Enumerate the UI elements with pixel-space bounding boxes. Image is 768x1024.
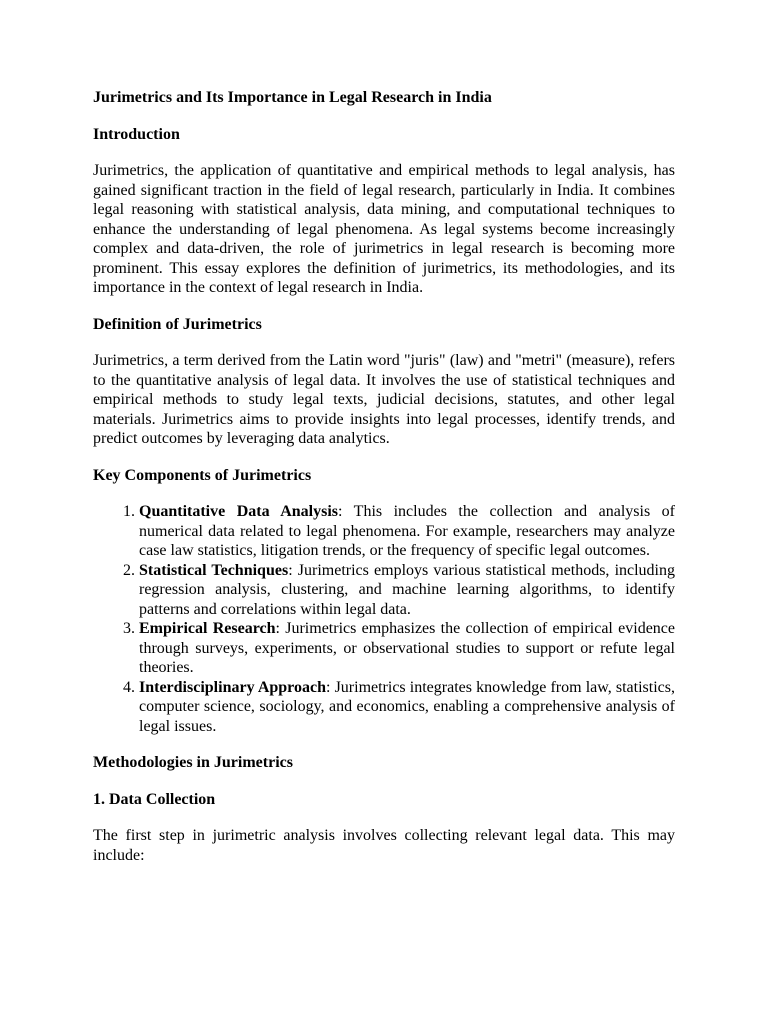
introduction-heading: Introduction — [93, 125, 180, 143]
methodologies-heading: Methodologies in Jurimetrics — [93, 754, 293, 771]
key-components-list — [93, 502, 675, 736]
data-collection-paragraph: The first step in jurimetric analysis involves collecting relevant legal data. This may include: — [93, 827, 675, 864]
document-title: Jurimetrics and Its Importance in Legal Research in India — [93, 89, 492, 106]
list-item-text: : Jurimetrics employs various statistical methods, including regression analysis, clustering, and machine learning algorithms, to identify patterns and correlations within legal data. — [139, 561, 676, 618]
list-item — [139, 619, 675, 678]
list-item-term: Empirical Research — [139, 620, 276, 637]
key-components-heading: Key Components of Jurimetrics — [93, 466, 312, 484]
list-item-term: Statistical Techniques — [139, 561, 289, 579]
definition-paragraph: Jurimetrics, a term derived from the Latin word "juris" (law) and "metri" (measure), refers to the quantitative analysis of legal data. It involves the use of statistical techniques and empirical methods to study legal texts, judicial decisions, statutes, and other legal materials. Jurimetrics aims to provide insights into legal processes, identify trends, and predict outcomes by leveraging data analytics. — [93, 352, 675, 447]
data-collection-heading: 1. Data Collection — [93, 790, 216, 808]
document-page — [93, 88, 675, 865]
list-item — [139, 678, 675, 737]
list-item-term: Quantitative Data Analysis — [139, 503, 339, 520]
list-item-text: : Jurimetrics emphasizes the collection of empirical evidence through surveys, experiments, or observational studies to support or refute legal theories. — [139, 620, 675, 676]
list-item — [139, 502, 675, 561]
definition-heading: Definition of Jurimetrics — [93, 315, 262, 333]
introduction-paragraph: Jurimetrics, the application of quantitative and empirical methods to legal analysis, has gained significant traction in the field of legal research, particularly in India. It combines legal reasoning with statistical analysis, data mining, and computational techniques to enhance the understanding of legal phenomena. As legal systems become increasingly complex and data-driven, the role of jurimetrics in legal research is becoming more prominent. This essay explores the definition of jurimetrics, its methodologies, and its importance in the context of legal research in India. — [93, 162, 675, 296]
list-item — [139, 561, 675, 620]
list-item-term: Interdisciplinary Approach — [139, 678, 326, 696]
list-item-text: : This includes the collection and analysis of numerical data related to legal phenomena. For example, researchers may analyze case law statistics, litigation trends, or the frequency of specific legal outcomes. — [139, 503, 676, 559]
list-item-text: : Jurimetrics integrates knowledge from law, statistics, computer science, sociology, and economics, enabling a comprehensive analysis of legal issues. — [139, 678, 675, 735]
